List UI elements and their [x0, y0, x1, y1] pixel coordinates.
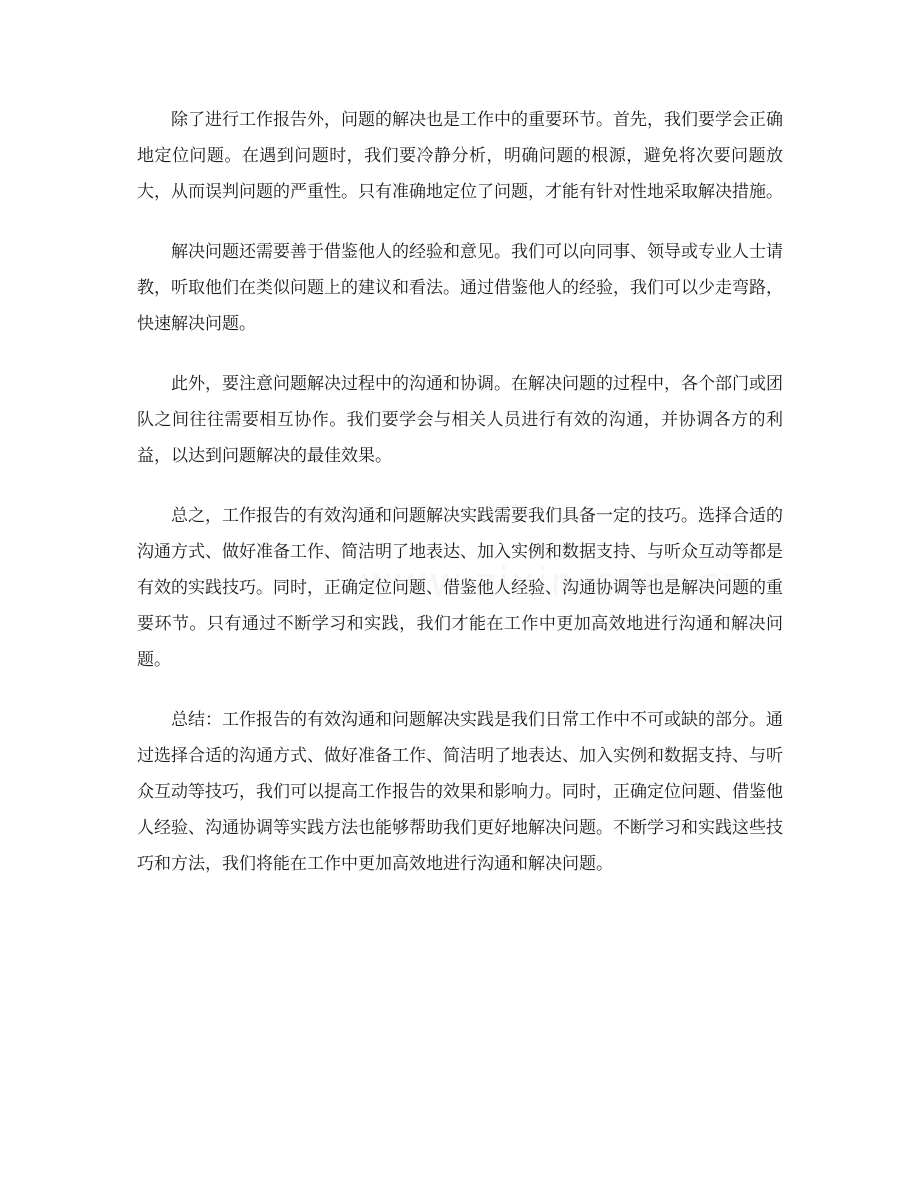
paragraph: 除了进行工作报告外，问题的解决也是工作中的重要环节。首先，我们要学会正确地定位问题。在遇到问题时，我们要冷静分析，明确问题的根源，避免将次要问题放大，从而误判问题的严重性。只有准确地定位了问题，才能有针对性地采取解决措施。	[137, 110, 783, 202]
paragraph: 总之，工作报告的有效沟通和问题解决实践需要我们具备一定的技巧。选择合适的沟通方式、做好准备工作、简洁明了地表达、加入实例和数据支持、与听众互动等都是有效的实践技巧。同时，正确定位问题、借鉴他人经验、沟通协调等也是解决问题的重要环节。只有通过不断学习和实践，我们才能在工作中更加高效地进行沟通和解决问题。	[137, 506, 783, 670]
paragraph: 此外，要注意问题解决过程中的沟通和协调。在解决问题的过程中，各个部门或团队之间往往需要相互协作。我们要学会与相关人员进行有效的沟通，并协调各方的利益，以达到问题解决的最佳效果。	[137, 374, 783, 466]
paragraph: 总结：工作报告的有效沟通和问题解决实践是我们日常工作中不可或缺的部分。通过选择合适的沟通方式、做好准备工作、简洁明了地表达、加入实例和数据支持、与听众互动等技巧，我们可以提高工作报告的效果和影响力。同时，正确定位问题、借鉴他人经验、沟通协调等实践方法也能够帮助我们更好地解决问题。不断学习和实践这些技巧和方法，我们将能在工作中更加高效地进行沟通和解决问题。	[137, 710, 783, 874]
document-body	[137, 102, 783, 906]
paragraph: 解决问题还需要善于借鉴他人的经验和意见。我们可以向同事、领导或专业人士请教，听取他们在类似问题上的建议和看法。通过借鉴他人的经验，我们可以少走弯路，快速解决问题。	[137, 242, 783, 334]
